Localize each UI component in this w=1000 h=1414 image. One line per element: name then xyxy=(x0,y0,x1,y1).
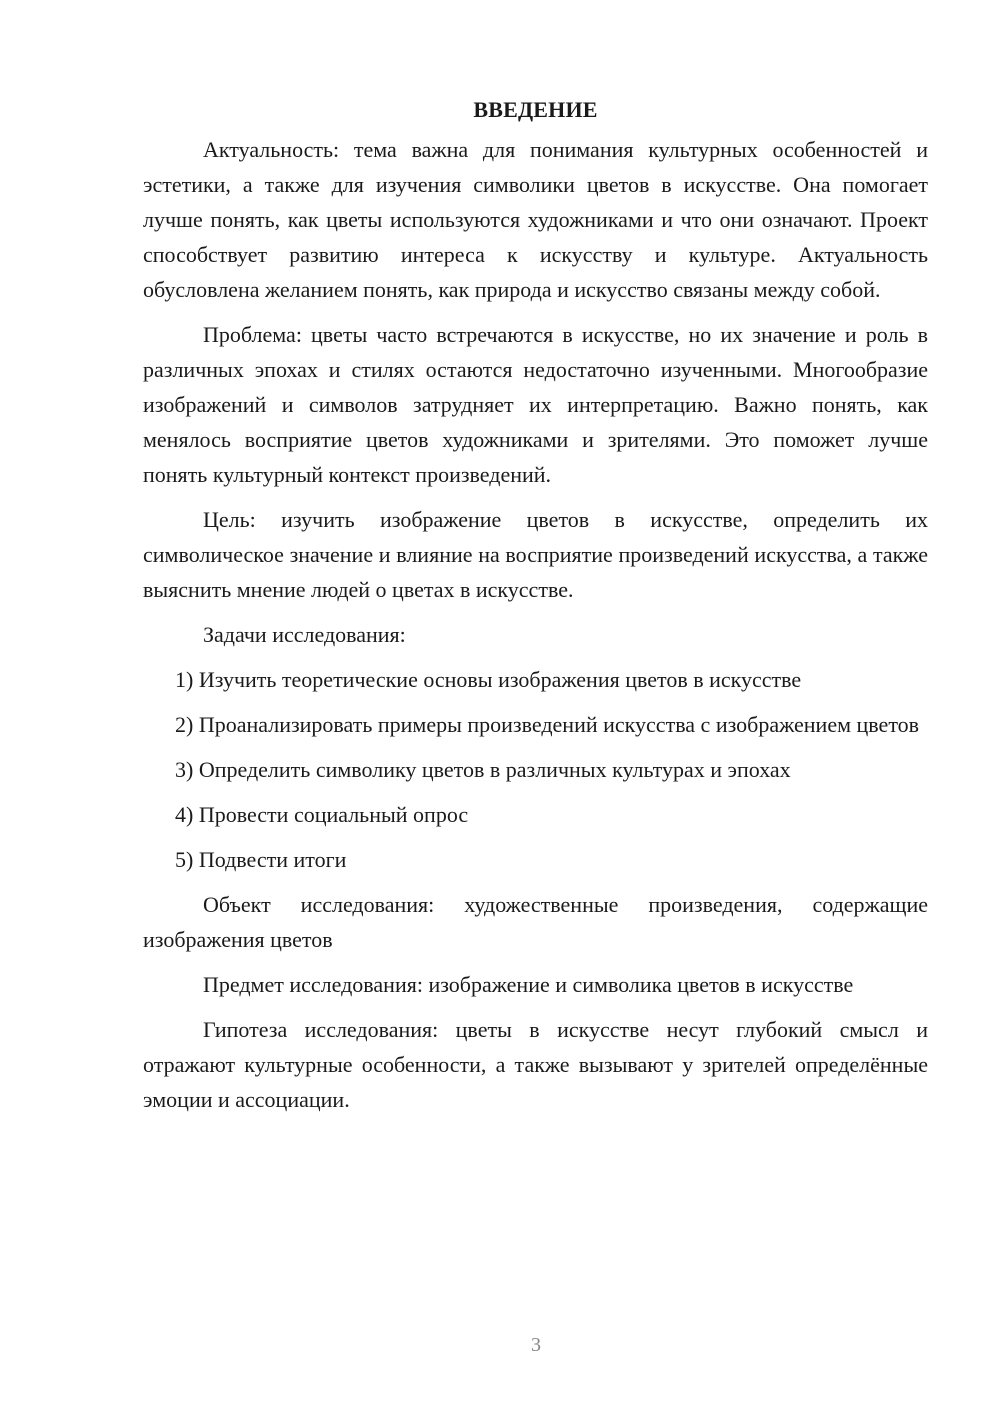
subject-paragraph: Предмет исследования: изображение и символика цветов в искусстве xyxy=(203,972,854,997)
task-item-3: 3) Определить символику цветов в различных культурах и эпохах xyxy=(175,757,791,782)
hypothesis-paragraph: Гипотеза исследования: цветы в искусстве несут глубокий смысл и отражают культурные особенности, а также вызывают у зрителей определённые эмоции и ассоциации. xyxy=(143,1017,928,1112)
goal-paragraph: Цель: изучить изображение цветов в искусстве, определить их символическое значение и влияние на восприятие произведений искусства, а также выяснить мнение людей о цветах в искусстве. xyxy=(143,507,928,602)
relevance-paragraph: Актуальность: тема важна для понимания культурных особенностей и эстетики, а также для изучения символики цветов в искусстве. Она помогает лучше понять, как цветы используются художниками и что они означают. Проект способствует развитию интереса к искусству и культуре. Актуальность обусловлена желанием понять, как природа и искусство связаны между собой. xyxy=(143,137,928,302)
task-item-5: 5) Подвести итоги xyxy=(175,847,347,872)
task-item-2: 2) Проанализировать примеры произведений искусства с изображением цветов xyxy=(175,712,920,737)
page-title: ВВЕДЕНИЕ xyxy=(473,97,598,122)
task-item-1: 1) Изучить теоретические основы изображения цветов в искусстве xyxy=(175,667,802,692)
problem-paragraph: Проблема: цветы часто встречаются в искусстве, но их значение и роль в различных эпохах и стилях остаются недостаточно изученными. Многообразие изображений и символов затрудняет их интерпретацию. Важно понять, как менялось восприятие цветов художниками и зрителями. Это поможет лучше понять культурный контекст произведений. xyxy=(143,322,928,487)
tasks-heading: Задачи исследования: xyxy=(203,622,406,647)
object-paragraph: Объект исследования: художественные произведения, содержащие изображения цветов xyxy=(143,892,928,952)
document-page xyxy=(143,92,928,1127)
task-item-4: 4) Провести социальный опрос xyxy=(175,802,469,827)
page-number: 3 xyxy=(531,1334,541,1356)
